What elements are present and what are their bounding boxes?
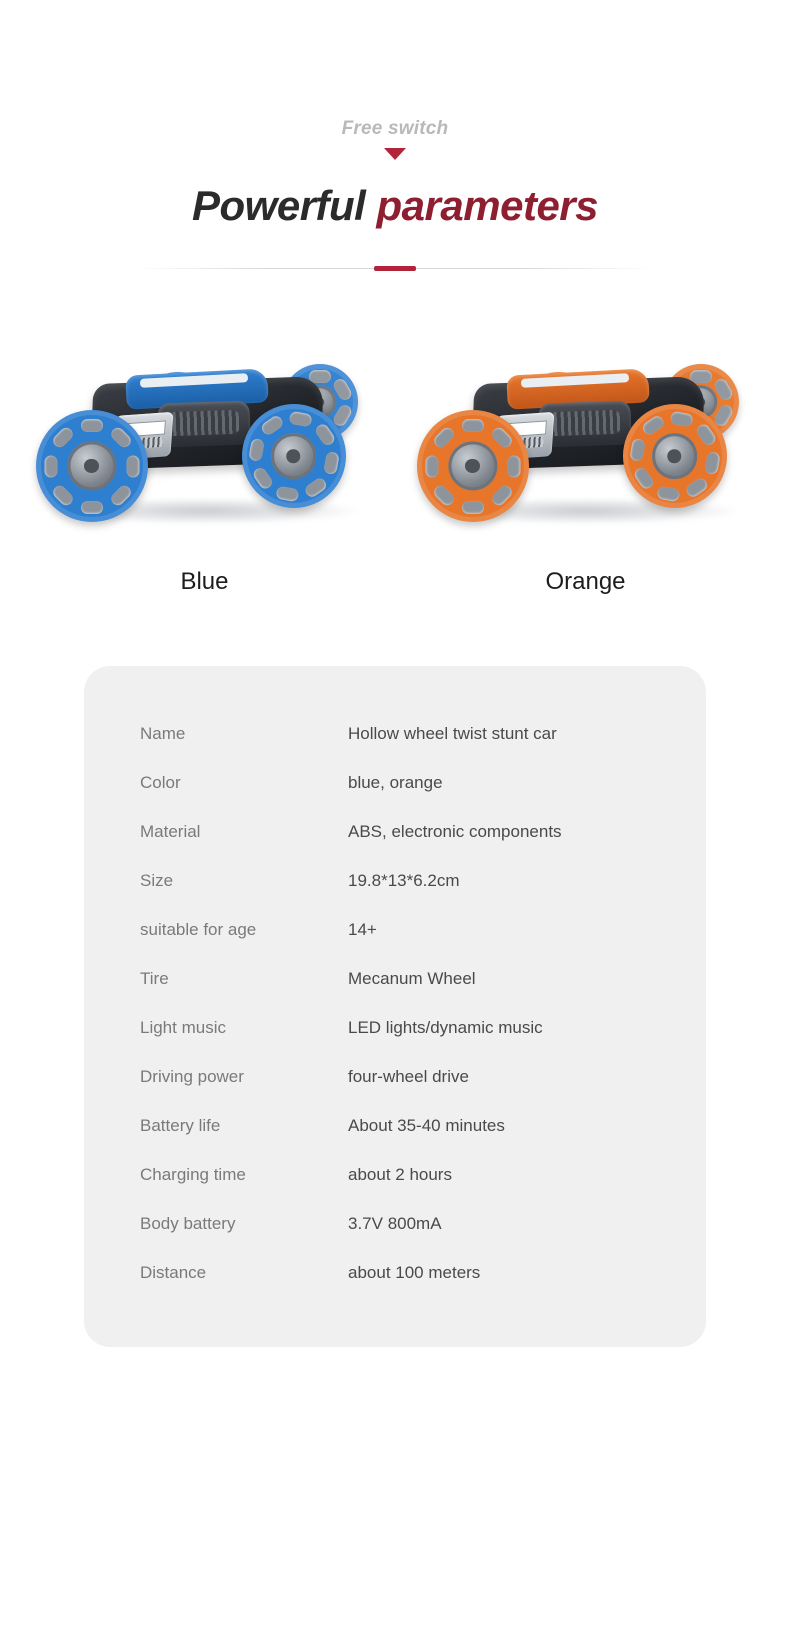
rc-car-illustration: [411, 342, 761, 542]
spec-key: Battery life: [140, 1116, 221, 1135]
spec-row: [84, 773, 706, 793]
title-divider: [135, 266, 655, 272]
spec-value: about 2 hours: [348, 1165, 452, 1184]
spec-row: [84, 822, 706, 842]
spec-key: suitable for age: [140, 920, 257, 939]
spec-row: [84, 1214, 706, 1234]
product-variants: [0, 324, 790, 596]
spec-row: [84, 920, 706, 940]
car-image-blue: [14, 324, 395, 554]
spec-key: Distance: [140, 1263, 207, 1282]
wheel-front-left: [417, 410, 529, 522]
spec-key: Driving power: [140, 1067, 244, 1086]
page-title-accent: parameters: [376, 182, 598, 229]
wheel-rear-left: [242, 404, 346, 508]
spec-value: Hollow wheel twist stunt car: [348, 724, 557, 743]
spec-key: Tire: [140, 969, 169, 988]
spec-row: [84, 969, 706, 989]
spec-value: Mecanum Wheel: [348, 969, 476, 988]
spec-key: Name: [140, 724, 186, 743]
spec-key: Light music: [140, 1018, 226, 1037]
spec-key: Color: [140, 773, 181, 792]
spec-key: Charging time: [140, 1165, 246, 1184]
spec-key: Material: [140, 822, 201, 841]
spec-value: 19.8*13*6.2cm: [348, 871, 460, 890]
rc-car-illustration: [30, 342, 380, 542]
page-title: [0, 182, 790, 230]
spec-value: LED lights/dynamic music: [348, 1018, 543, 1037]
spec-row: [84, 1018, 706, 1038]
spec-row: [84, 1165, 706, 1185]
product-variant-blue[interactable]: [14, 324, 395, 596]
spec-key: Body battery: [140, 1214, 236, 1233]
eyebrow-text: Free switch: [341, 118, 449, 139]
page-header: [0, 0, 790, 272]
specifications-card: [84, 666, 706, 1347]
caret-down-icon: [384, 148, 406, 160]
spec-value: ABS, electronic components: [348, 822, 562, 841]
spec-row: [84, 1067, 706, 1087]
spec-value: 14+: [348, 920, 377, 939]
spec-row: [84, 871, 706, 891]
product-variant-orange[interactable]: [395, 324, 776, 596]
wheel-front-left: [36, 410, 148, 522]
spec-row: [84, 1116, 706, 1136]
spec-value: 3.7V 800mA: [348, 1214, 442, 1233]
variant-label-orange: Orange: [545, 568, 626, 595]
divider-accent: [374, 266, 416, 271]
spec-key: Size: [140, 871, 174, 890]
page-title-dark: Powerful: [192, 182, 377, 229]
car-image-orange: [395, 324, 776, 554]
spec-row: [84, 1263, 706, 1283]
variant-label-blue: Blue: [180, 568, 229, 595]
spec-value: About 35-40 minutes: [348, 1116, 505, 1135]
spec-value: four-wheel drive: [348, 1067, 469, 1086]
wheel-rear-left: [623, 404, 727, 508]
spec-value: about 100 meters: [348, 1263, 481, 1282]
spec-value: blue, orange: [348, 773, 443, 792]
spec-row: [84, 724, 706, 744]
